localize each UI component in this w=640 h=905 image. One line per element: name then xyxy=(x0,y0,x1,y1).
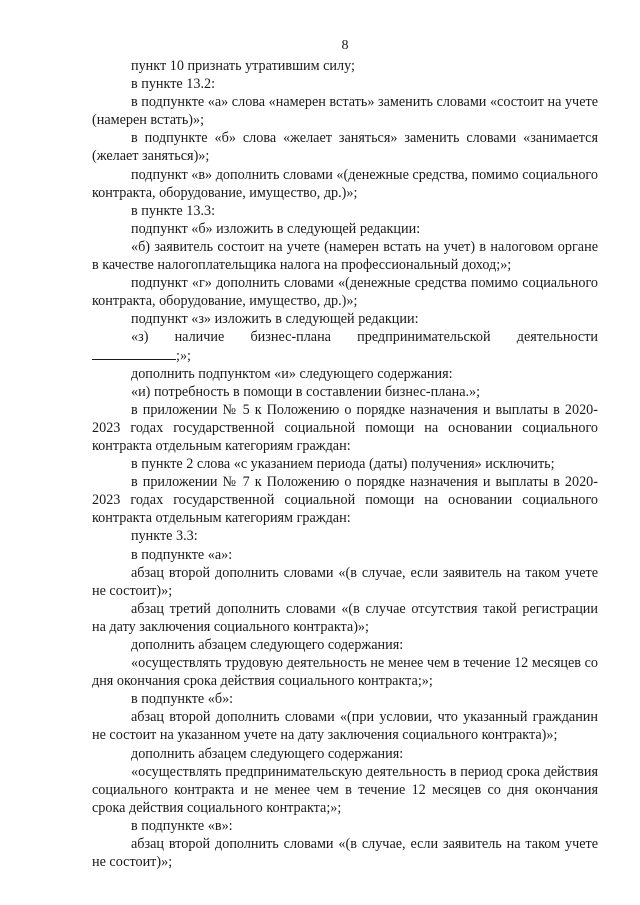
paragraph: подпункт «в» дополнить словами «(денежные средства, помимо социального контракта, оборудование, имущество, др.)»; xyxy=(92,166,598,201)
blank-line xyxy=(92,347,176,360)
paragraph: в приложении № 5 к Положению о порядке назначения и выплаты в 2020-2023 годах государственной социальной помощи на основании социального контракта отдельным категориям граждан: xyxy=(92,401,598,454)
paragraph: «з) наличие бизнес-плана предпринимательской деятельности xyxy=(131,329,598,346)
paragraph: в подпункте «а» слова «намерен встать» заменить словами «состоит на учете (намерен встать)»; xyxy=(92,94,598,129)
paragraph: абзац второй дополнить словами «(при условии, что указанный гражданин не состоит на указанном учете на дату заключения социального контракта)»; xyxy=(92,709,598,744)
paragraph: в пункте 13.3: xyxy=(131,202,216,219)
paragraph: абзац второй дополнить словами «(в случае, если заявитель на таком учете не состоит)»; xyxy=(92,836,598,871)
paragraph: в подпункте «а»: xyxy=(131,546,233,563)
paragraph: в приложении № 7 к Положению о порядке назначения и выплаты в 2020-2023 годах государственной социальной помощи на основании социального контракта отдельным категориям граждан: xyxy=(92,474,598,527)
paragraph: в подпункте «б»: xyxy=(131,691,234,708)
paragraph: абзац третий дополнить словами «(в случае отсутствия такой регистрации на дату заключения социального контракта)»; xyxy=(92,600,598,635)
paragraph: в пункте 13.2: xyxy=(131,76,216,93)
paragraph: «б) заявитель состоит на учете (намерен встать на учет) в налоговом органе в качестве налогоплательщика налога на профессиональный доход;»; xyxy=(92,238,598,274)
paragraph: в пункте 2 слова «с указанием периода (даты) получения» исключить; xyxy=(131,456,555,473)
paragraph: «осуществлять предпринимательскую деятельность в период срока действия социального контракта и не менее чем в течение 12 месяцев со дня окончания срока действия социального контракта;»; xyxy=(92,763,598,816)
paragraph: дополнить абзацем следующего содержания: xyxy=(131,637,404,653)
paragraph: абзац второй дополнить словами «(в случае, если заявитель на таком учете не состоит)»; xyxy=(92,564,598,599)
paragraph: в подпункте «в»: xyxy=(131,817,233,834)
paragraph: «и) потребность в помощи в составлении бизнес-плана.»; xyxy=(131,383,481,400)
document-body xyxy=(92,57,598,871)
paragraph: в подпункте «б» слова «желает заняться» заменить словами «занимается (желает заняться)»; xyxy=(92,130,598,165)
paragraph: подпункт «б» изложить в следующей редакции: xyxy=(131,220,421,237)
page-number: 8 xyxy=(341,38,349,53)
paragraph: подпункт «з» изложить в следующей редакции: xyxy=(131,311,419,328)
paragraph: пункт 10 признать утратившим силу; xyxy=(131,58,355,74)
paragraph: дополнить абзацем следующего содержания: xyxy=(131,745,404,762)
blank-line-tail: ;»; xyxy=(176,347,191,364)
blank-line-paragraph xyxy=(92,347,598,365)
paragraph: «осуществлять трудовую деятельность не менее чем в течение 12 месяцев со дня окончания срока действия социального контракта;»; xyxy=(92,655,598,690)
paragraph: дополнить подпунктом «и» следующего содержания: xyxy=(131,365,453,382)
paragraph: подпункт «г» дополнить словами «(денежные средства помимо социального контракта, оборудование, имущество, др.)»; xyxy=(92,275,598,310)
paragraph: пункте 3.3: xyxy=(131,528,198,545)
